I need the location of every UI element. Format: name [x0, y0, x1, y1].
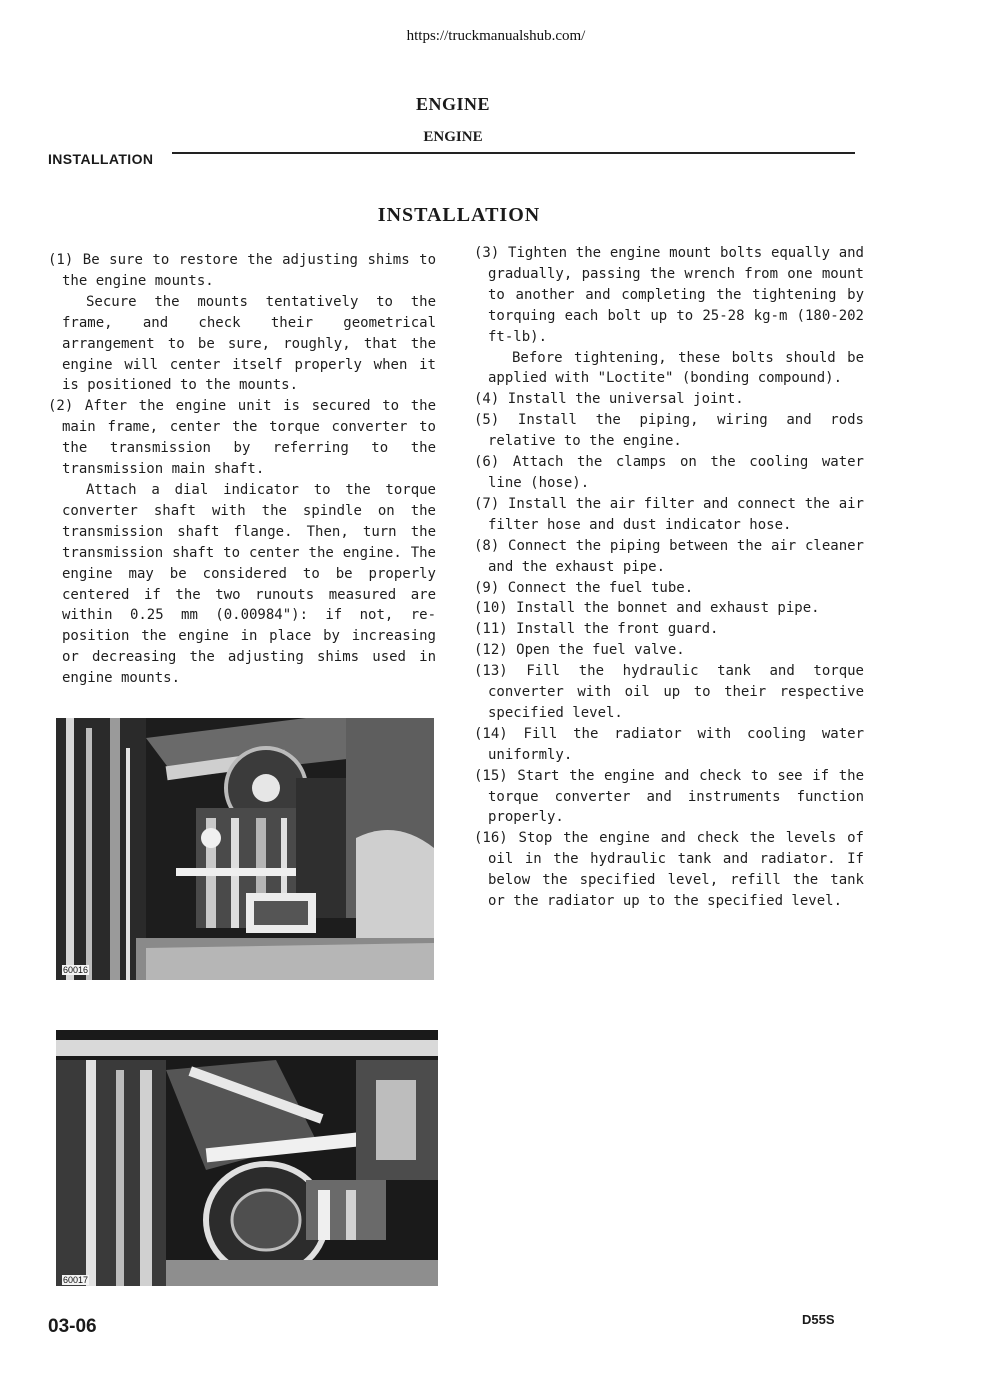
step-5: (5) Install the piping, wiring and rods relative to the engine.: [474, 412, 864, 450]
step-2-detail: Attach a dial indicator to the torque converter shaft with the spindle on the transmission shaft flange. Then, turn the transmission shaft to center the engine. The engine may be considered to be properly centered if the two runouts measured are within 0.25 mm (0.00984"): if not, re-position the engine in place by increasing or decreasing the adjusting shims used in engine mounts.: [62, 481, 436, 687]
header-rule: [172, 152, 855, 154]
step-8: (8) Connect the piping between the air cleaner and the exhaust pipe.: [474, 537, 864, 575]
step-2: (2) After the engine unit is secured to the main frame, center the torque converter to the transmission by referring to the transmission main shaft.: [48, 398, 436, 478]
page-number: 03-06: [48, 1316, 97, 1337]
step-7: (7) Install the air filter and connect the air filter hose and dust indicator hose.: [474, 495, 864, 533]
source-url[interactable]: https://truckmanualshub.com/: [406, 28, 586, 44]
step-11: (11) Install the front guard.: [474, 621, 719, 638]
step-4: (4) Install the universal joint.: [474, 391, 744, 408]
step-3-detail: Before tightening, these bolts should be applied with "Loctite" (bonding compound).: [488, 349, 864, 387]
step-13: (13) Fill the hydraulic tank and torque converter with oil up to their respective specified level.: [474, 663, 864, 721]
step-14: (14) Fill the radiator with cooling water uniformly.: [474, 725, 864, 763]
step-3: (3) Tighten the engine mount bolts equally and gradually, passing the wrench from one mount to another and completing the tightening by torquing each bolt up to 25-28 kg-m (180-202 ft-lb).: [474, 245, 864, 345]
step-16: (16) Stop the engine and check the levels of oil in the hydraulic tank and radiator. If below the specified level, refill the tank or the radiator up to the specified level.: [474, 830, 864, 910]
page-subtitle: ENGINE: [423, 129, 483, 145]
step-12: (12) Open the fuel valve.: [474, 642, 685, 659]
step-6: (6) Attach the clamps on the cooling water line (hose).: [474, 454, 864, 491]
engine-photo-1: [56, 718, 434, 980]
section-title: INSTALLATION: [377, 204, 541, 226]
step-1-detail: Secure the mounts tentatively to the frame, and check their geometrical arrangement to be sure, roughly, that the engine will center itself properly when it is positioned to the mounts.: [62, 293, 436, 394]
engine-photo-2: [56, 1030, 438, 1286]
step-1: (1) Be sure to restore the adjusting shims to the engine mounts.: [48, 252, 436, 289]
right-column: [474, 243, 864, 912]
figure-1-number: 60016: [63, 965, 89, 975]
figure-2-number: 60017: [63, 1275, 89, 1285]
step-10: (10) Install the bonnet and exhaust pipe.: [474, 600, 820, 617]
step-9: (9) Connect the fuel tube.: [474, 579, 694, 596]
section-label: INSTALLATION: [48, 151, 154, 167]
left-column: [48, 250, 436, 689]
step-15: (15) Start the engine and check to see if the torque converter and instruments function properly.: [474, 767, 864, 826]
model-code: D55S: [802, 1312, 835, 1327]
page-title: ENGINE: [415, 94, 490, 114]
